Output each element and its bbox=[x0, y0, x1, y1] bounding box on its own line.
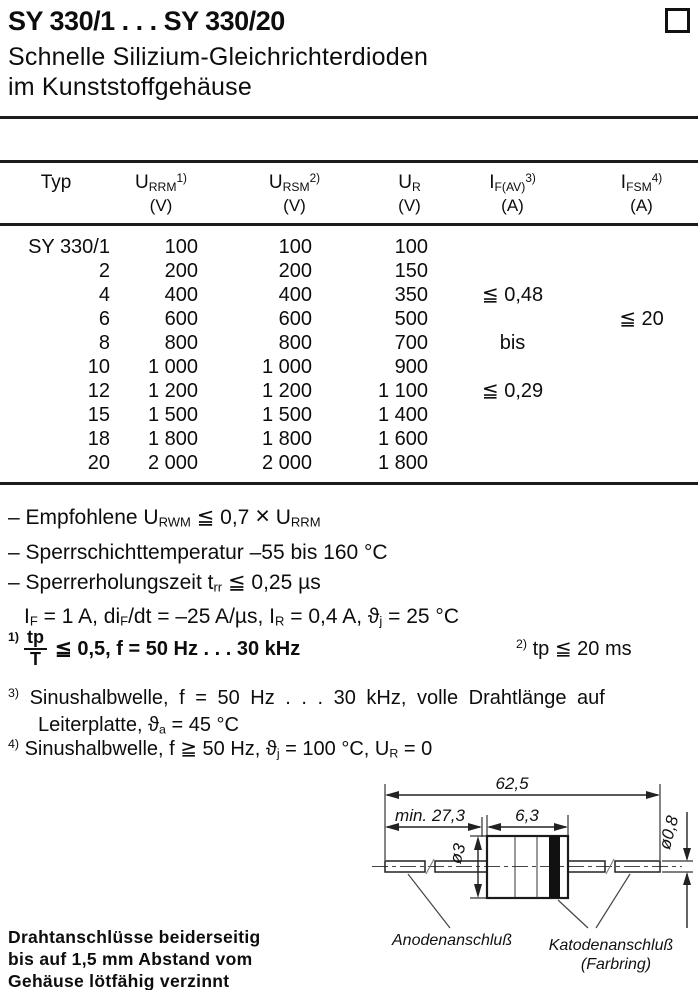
page-title: SY 330/1 . . . SY 330/20 bbox=[8, 6, 285, 36]
col-header-ursm: $U_{RSM}^{2)}$ (V) bbox=[210, 162, 324, 225]
dim-body-label: 6,3 bbox=[515, 806, 539, 825]
package-outline-diagram bbox=[330, 770, 700, 990]
footnote-2: $^{2)}$ tp ≦ 20 ms bbox=[516, 637, 632, 660]
header bbox=[8, 6, 690, 37]
col-header-ur: $U_R$ (V) bbox=[324, 162, 440, 225]
solderability-note bbox=[8, 926, 261, 990]
diode-drawing bbox=[330, 770, 700, 988]
table-row: 4 400 400 350 ≦ 0,48 bbox=[98, 284, 544, 307]
horizontal-rule bbox=[0, 116, 698, 119]
dim-body-dia-label: ø3 bbox=[445, 841, 470, 866]
duty-cycle-fraction: $\frac{tp}{T}$ bbox=[24, 628, 47, 669]
col-header-ifsm: $I_{FSM}^{4)}$ (A) bbox=[585, 162, 698, 225]
note-recovery-conditions: $I_F = 1$ A, $di_F/dt = -25$ A/µs, $I_R = 0,4$ A, $ϑ_j = 25$ °C bbox=[24, 605, 459, 629]
solderability-note-line1: Drahtanschlüsse beiderseitig bbox=[8, 927, 261, 947]
table-row: 8 800 800 700 bis bbox=[98, 332, 526, 355]
anode-label: Anodenanschluß bbox=[392, 932, 513, 949]
note-junction-temp: – Sperrschichttemperatur –55 bis 160 °C bbox=[8, 540, 388, 564]
footnote-1: 1) $\frac{tp}{T}$ ≦ 0,5, f = 50 Hz . . . 30 kHz $^{2)}$ tp ≦ 20 ms bbox=[8, 627, 632, 669]
subtitle-line2: im Kunststoffgehäuse bbox=[8, 73, 252, 101]
subtitle-line1: Schnelle Silizium-Gleichrichterdioden bbox=[8, 43, 429, 71]
cathode-label-2: (Farbring) bbox=[580, 956, 652, 973]
extension-lines bbox=[385, 784, 693, 898]
table-row: 20 2 000 2 000 1 800 bbox=[87, 452, 428, 475]
dim-wire-dia-label: ø0,8 bbox=[655, 813, 683, 852]
note-recovery-time: – Sperrerholungszeit $t_{rr}$ ≦ 0,25 µs bbox=[8, 570, 321, 595]
ratings-table bbox=[0, 160, 698, 485]
note-urwm: – Empfohlene $U_{RWM}$ ≦ $0,7 \times U_{RRM}$ bbox=[8, 502, 321, 530]
col-header-typ: Typ bbox=[0, 162, 112, 225]
leader-lines bbox=[408, 874, 630, 928]
subtitle bbox=[8, 42, 428, 102]
table-row: 2 200 200 150 bbox=[98, 260, 428, 283]
table-row: SY 330/1 100 100 100 bbox=[28, 236, 428, 259]
table-row: 18 1 800 1 800 1 600 bbox=[87, 428, 428, 451]
footnote-4: $^{4)}$ Sinushalbwelle, f ≧ 50 Hz, $ϑ_j = 100$ °C, $U_R = 0$ bbox=[8, 737, 433, 761]
multiplication-sign: × bbox=[255, 502, 270, 530]
table-row: 10 1 000 1 000 900 bbox=[87, 356, 428, 379]
table-row: 12 1 200 1 200 1 100 ≦ 0,29 bbox=[87, 380, 544, 403]
cathode-band bbox=[549, 836, 560, 898]
corner-square-icon bbox=[665, 8, 690, 33]
table-header-row bbox=[0, 162, 698, 225]
col-header-urrm: $U_{RRM}^{1)}$ (V) bbox=[112, 162, 210, 225]
table-row: 15 1 500 1 500 1 400 bbox=[87, 404, 428, 427]
solderability-note-line3: Gehäuse lötfähig verzinnt bbox=[8, 971, 230, 990]
cathode-label: Katodenanschluß bbox=[548, 937, 674, 954]
solderability-note-line2: bis auf 1,5 mm Abstand vom bbox=[8, 949, 253, 969]
table-row: 6 600 600 500 ≦ 20 bbox=[98, 308, 664, 331]
dim-overall-label: 62,5 bbox=[495, 774, 529, 793]
footnote-3: $^{3)}$ Sinushalbwelle, f = 50 Hz . . . 30 kHz, volle Drahtlänge auf Leiterplatte, $ϑ_a = 45$ °C bbox=[8, 686, 605, 737]
footnote-1-marker: 1) bbox=[8, 630, 20, 644]
characteristics-notes bbox=[8, 501, 459, 637]
dim-lead-label: min. 27,3 bbox=[395, 806, 465, 825]
col-header-ifav: $I_{F(AV)}^{3)}$ (A) bbox=[440, 162, 585, 225]
